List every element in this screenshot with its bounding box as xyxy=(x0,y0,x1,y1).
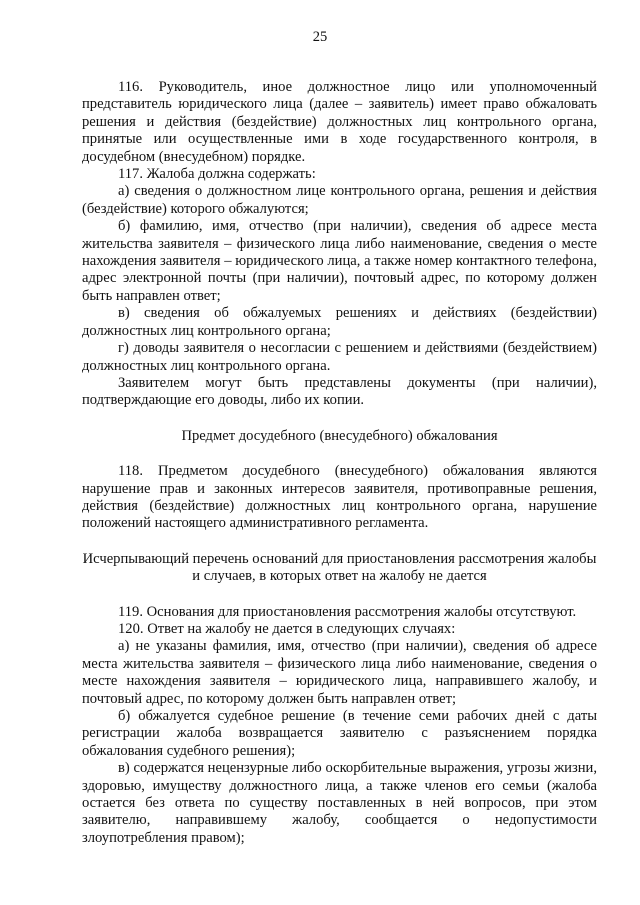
paragraph-applicant-documents: Заявителем могут быть представлены документы (при наличии), подтверждающие его доводы, либо их копии. xyxy=(82,374,597,409)
paragraph-118: 118. Предметом досудебного (внесудебного) обжалования являются нарушение прав и законных интересов заявителя, противоправные решения, действия (бездействие) должностных лиц контрольного органа, нарушение положений настоящего административного регламента. xyxy=(82,463,597,532)
paragraph-117: 117. Жалоба должна содержать: xyxy=(118,166,316,183)
page-number: 25 xyxy=(312,29,328,45)
paragraph-120-a: а) не указаны фамилия, имя, отчество (при наличии), сведения об адресе места жительства заявителя – физического лица либо наименование, сведения о месте нахождения заявителя – юридического лица, направившего жалобу, и почтовый адрес, по которому должен быть направлен ответ; xyxy=(82,638,597,707)
paragraph-116: 116. Руководитель, иное должностное лицо или уполномоченный представитель юридического лица (далее – заявитель) имеет право обжаловать решения и действия (бездействие) должностных лиц контрольного органа, принятые или осуществленные ими в ходе государственного контроля, в досудебном (внесудебном) порядке. xyxy=(82,79,597,165)
paragraph-119: 119. Основания для приостановления рассмотрения жалобы отсутствуют. xyxy=(118,603,577,620)
section-heading-subject: Предмет досудебного (внесудебного) обжалования xyxy=(181,427,498,444)
section-heading-grounds: Исчерпывающий перечень оснований для приостановления рассмотрения жалобы и случаев, в которых ответ на жалобу не дается xyxy=(82,550,597,585)
paragraph-120-b: б) обжалуется судебное решение (в течение семи рабочих дней с даты регистрации жалоба возвращается заявителю с разъяснением порядка обжалования судебного решения); xyxy=(82,708,597,759)
document-body xyxy=(82,79,597,847)
paragraph-117-v: в) сведения об обжалуемых решениях и действиях (бездействии) должностных лиц контрольного органа; xyxy=(82,305,597,339)
paragraph-117-g: г) доводы заявителя о несогласии с решением и действиями (бездействием) должностных лиц контрольного органа. xyxy=(82,340,597,374)
paragraph-120-v: в) содержатся нецензурные либо оскорбительные выражения, угрозы жизни, здоровью, имуществу должностного лица, а также членов его семьи (жалоба остается без ответа по существу поставленных в ней вопросов, при этом заявителю, направившему жалобу, сообщается о недопустимости злоупотребления правом); xyxy=(82,760,597,846)
paragraph-117-a: а) сведения о должностном лице контрольного органа, решения и действия (бездействие) которого обжалуются; xyxy=(82,183,597,217)
paragraph-120: 120. Ответ на жалобу не дается в следующих случаях: xyxy=(118,620,456,637)
paragraph-117-b: б) фамилию, имя, отчество (при наличии), сведения об адресе места жительства заявителя – физического лица либо наименование, сведения о месте нахождения заявителя – юридического лица, а также номер контактного телефона, адрес электронной почты (при наличии), почтовый адрес, по которому должен быть направлен ответ; xyxy=(82,218,597,304)
